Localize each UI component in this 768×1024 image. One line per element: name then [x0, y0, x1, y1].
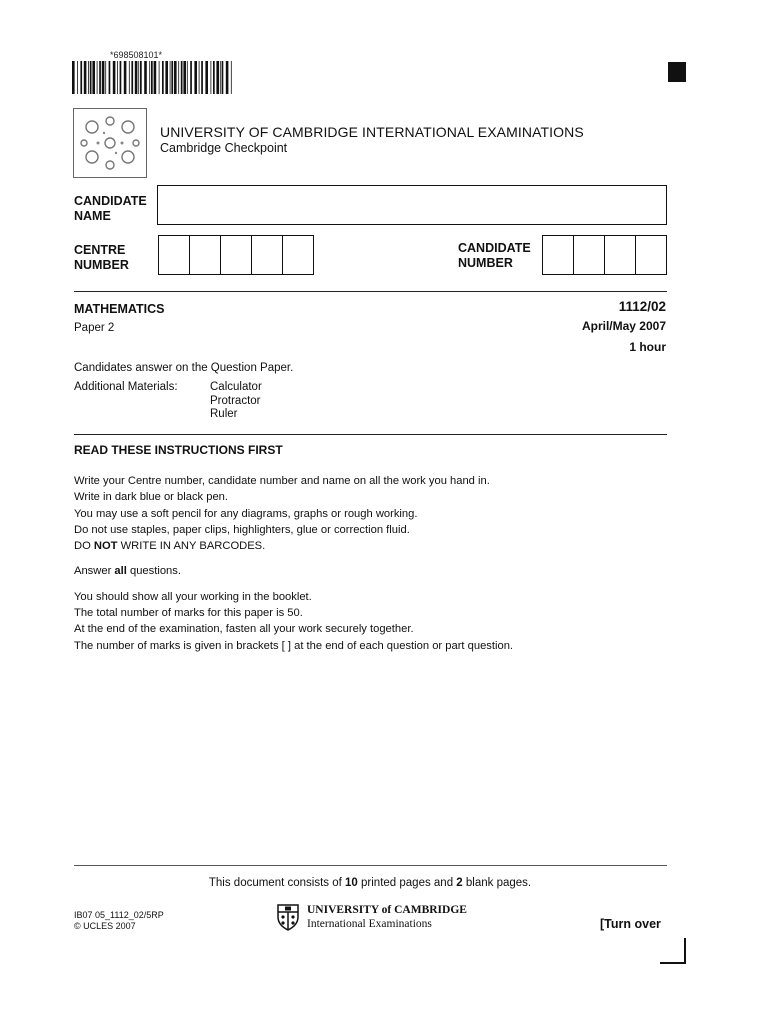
- instruction-line: The number of marks is given in brackets [ ] at the end of each question or part question.: [74, 639, 514, 652]
- centre-number-boxes[interactable]: [158, 235, 314, 275]
- divider: [74, 865, 667, 866]
- instruction-emphasis: all: [114, 565, 127, 578]
- turn-over-label: [Turn over: [600, 917, 661, 931]
- candidate-name-input[interactable]: [157, 185, 667, 225]
- instruction-line: Write in dark blue or black pen.: [74, 491, 229, 504]
- copyright-line: © UCLES 2007: [74, 921, 136, 931]
- instruction-text: Answer: [74, 565, 115, 578]
- instruction-text: DO: [74, 540, 94, 553]
- corner-bracket: [660, 938, 686, 964]
- candidate-name-label-line1: CANDIDATE: [74, 194, 147, 208]
- material-item: Protractor: [210, 394, 261, 407]
- programme-name: Cambridge Checkpoint: [160, 141, 288, 155]
- page-count-note: [0, 877, 740, 889]
- instruction-line: You may use a soft pencil for any diagrams, graphs or rough working.: [74, 507, 418, 520]
- additional-materials-label: Additional Materials:: [74, 381, 178, 393]
- candidate-number-label: [458, 241, 531, 271]
- material-item: Calculator: [210, 381, 262, 393]
- material-item: Ruler: [210, 408, 238, 420]
- exam-board-name: International Examinations: [307, 918, 432, 930]
- candidate-digit-box[interactable]: [543, 236, 574, 274]
- barcode: [72, 61, 234, 94]
- candidate-number-label-line2: NUMBER: [458, 256, 513, 270]
- centre-number-label-line2: NUMBER: [74, 258, 129, 272]
- instructions-body: [74, 473, 513, 654]
- divider: [74, 291, 667, 292]
- exam-session: April/May 2007: [581, 319, 666, 333]
- document-code-line: IB07 05_1112_02/5RP: [74, 910, 164, 920]
- exam-duration: 1 hour: [629, 340, 666, 354]
- centre-digit-box[interactable]: [221, 236, 252, 274]
- page-count-text: This document consists of: [208, 877, 346, 889]
- instruction-line: [74, 563, 513, 579]
- document-code: [74, 910, 164, 932]
- candidate-name-label: [74, 194, 147, 224]
- blank-pages-count: 2: [456, 877, 463, 889]
- instruction-text: questions.: [126, 565, 181, 578]
- candidate-number-boxes[interactable]: [542, 235, 667, 275]
- candidate-digit-box[interactable]: [605, 236, 636, 274]
- instructions-heading: READ THESE INSTRUCTIONS FIRST: [74, 443, 283, 457]
- candidate-name-label-line2: NAME: [74, 209, 111, 223]
- instruction-emphasis: NOT: [93, 540, 118, 553]
- page-count-text: printed pages and: [357, 877, 457, 889]
- centre-number-label-line1: CENTRE: [74, 243, 126, 257]
- registration-mark: [668, 62, 686, 82]
- organization-name: UNIVERSITY OF CAMBRIDGE INTERNATIONAL EXAMINATIONS: [160, 124, 584, 140]
- barcode-number: *698508101*: [110, 50, 163, 60]
- paper-code: 1112/02: [618, 299, 666, 314]
- university-name: UNIVERSITY of CAMBRIDGE: [307, 904, 467, 916]
- instruction-line: Do not use staples, paper clips, highlighters, glue or correction fluid.: [74, 523, 410, 536]
- instruction-line: Write your Centre number, candidate number and name on all the work you hand in.: [74, 475, 490, 487]
- page-count-text: blank pages.: [462, 877, 532, 889]
- instruction-line: You should show all your working in the booklet.: [74, 590, 312, 603]
- checkpoint-emblem-icon: [74, 109, 146, 177]
- instruction-line: [74, 538, 513, 554]
- centre-number-label: [74, 243, 129, 273]
- university-logo-text: [307, 903, 467, 931]
- instruction-line: At the end of the examination, fasten all your work securely together.: [74, 623, 414, 636]
- centre-digit-box[interactable]: [159, 236, 190, 274]
- centre-digit-box[interactable]: [283, 236, 313, 274]
- additional-materials-list: [210, 381, 262, 422]
- cambridge-crest-icon: [276, 903, 300, 931]
- subject-title: MATHEMATICS: [74, 302, 165, 316]
- candidate-digit-box[interactable]: [574, 236, 605, 274]
- centre-digit-box[interactable]: [190, 236, 221, 274]
- centre-digit-box[interactable]: [252, 236, 283, 274]
- answer-note: Candidates answer on the Question Paper.: [74, 362, 294, 374]
- candidate-number-label-line1: CANDIDATE: [458, 241, 531, 255]
- paper-number: Paper 2: [74, 322, 115, 334]
- candidate-digit-box[interactable]: [636, 236, 666, 274]
- divider: [74, 434, 667, 435]
- instruction-line: The total number of marks for this paper is 50.: [74, 607, 303, 620]
- cambridge-checkpoint-logo: [73, 108, 147, 178]
- printed-pages-count: 10: [345, 877, 358, 889]
- instruction-text: WRITE IN ANY BARCODES.: [117, 540, 266, 553]
